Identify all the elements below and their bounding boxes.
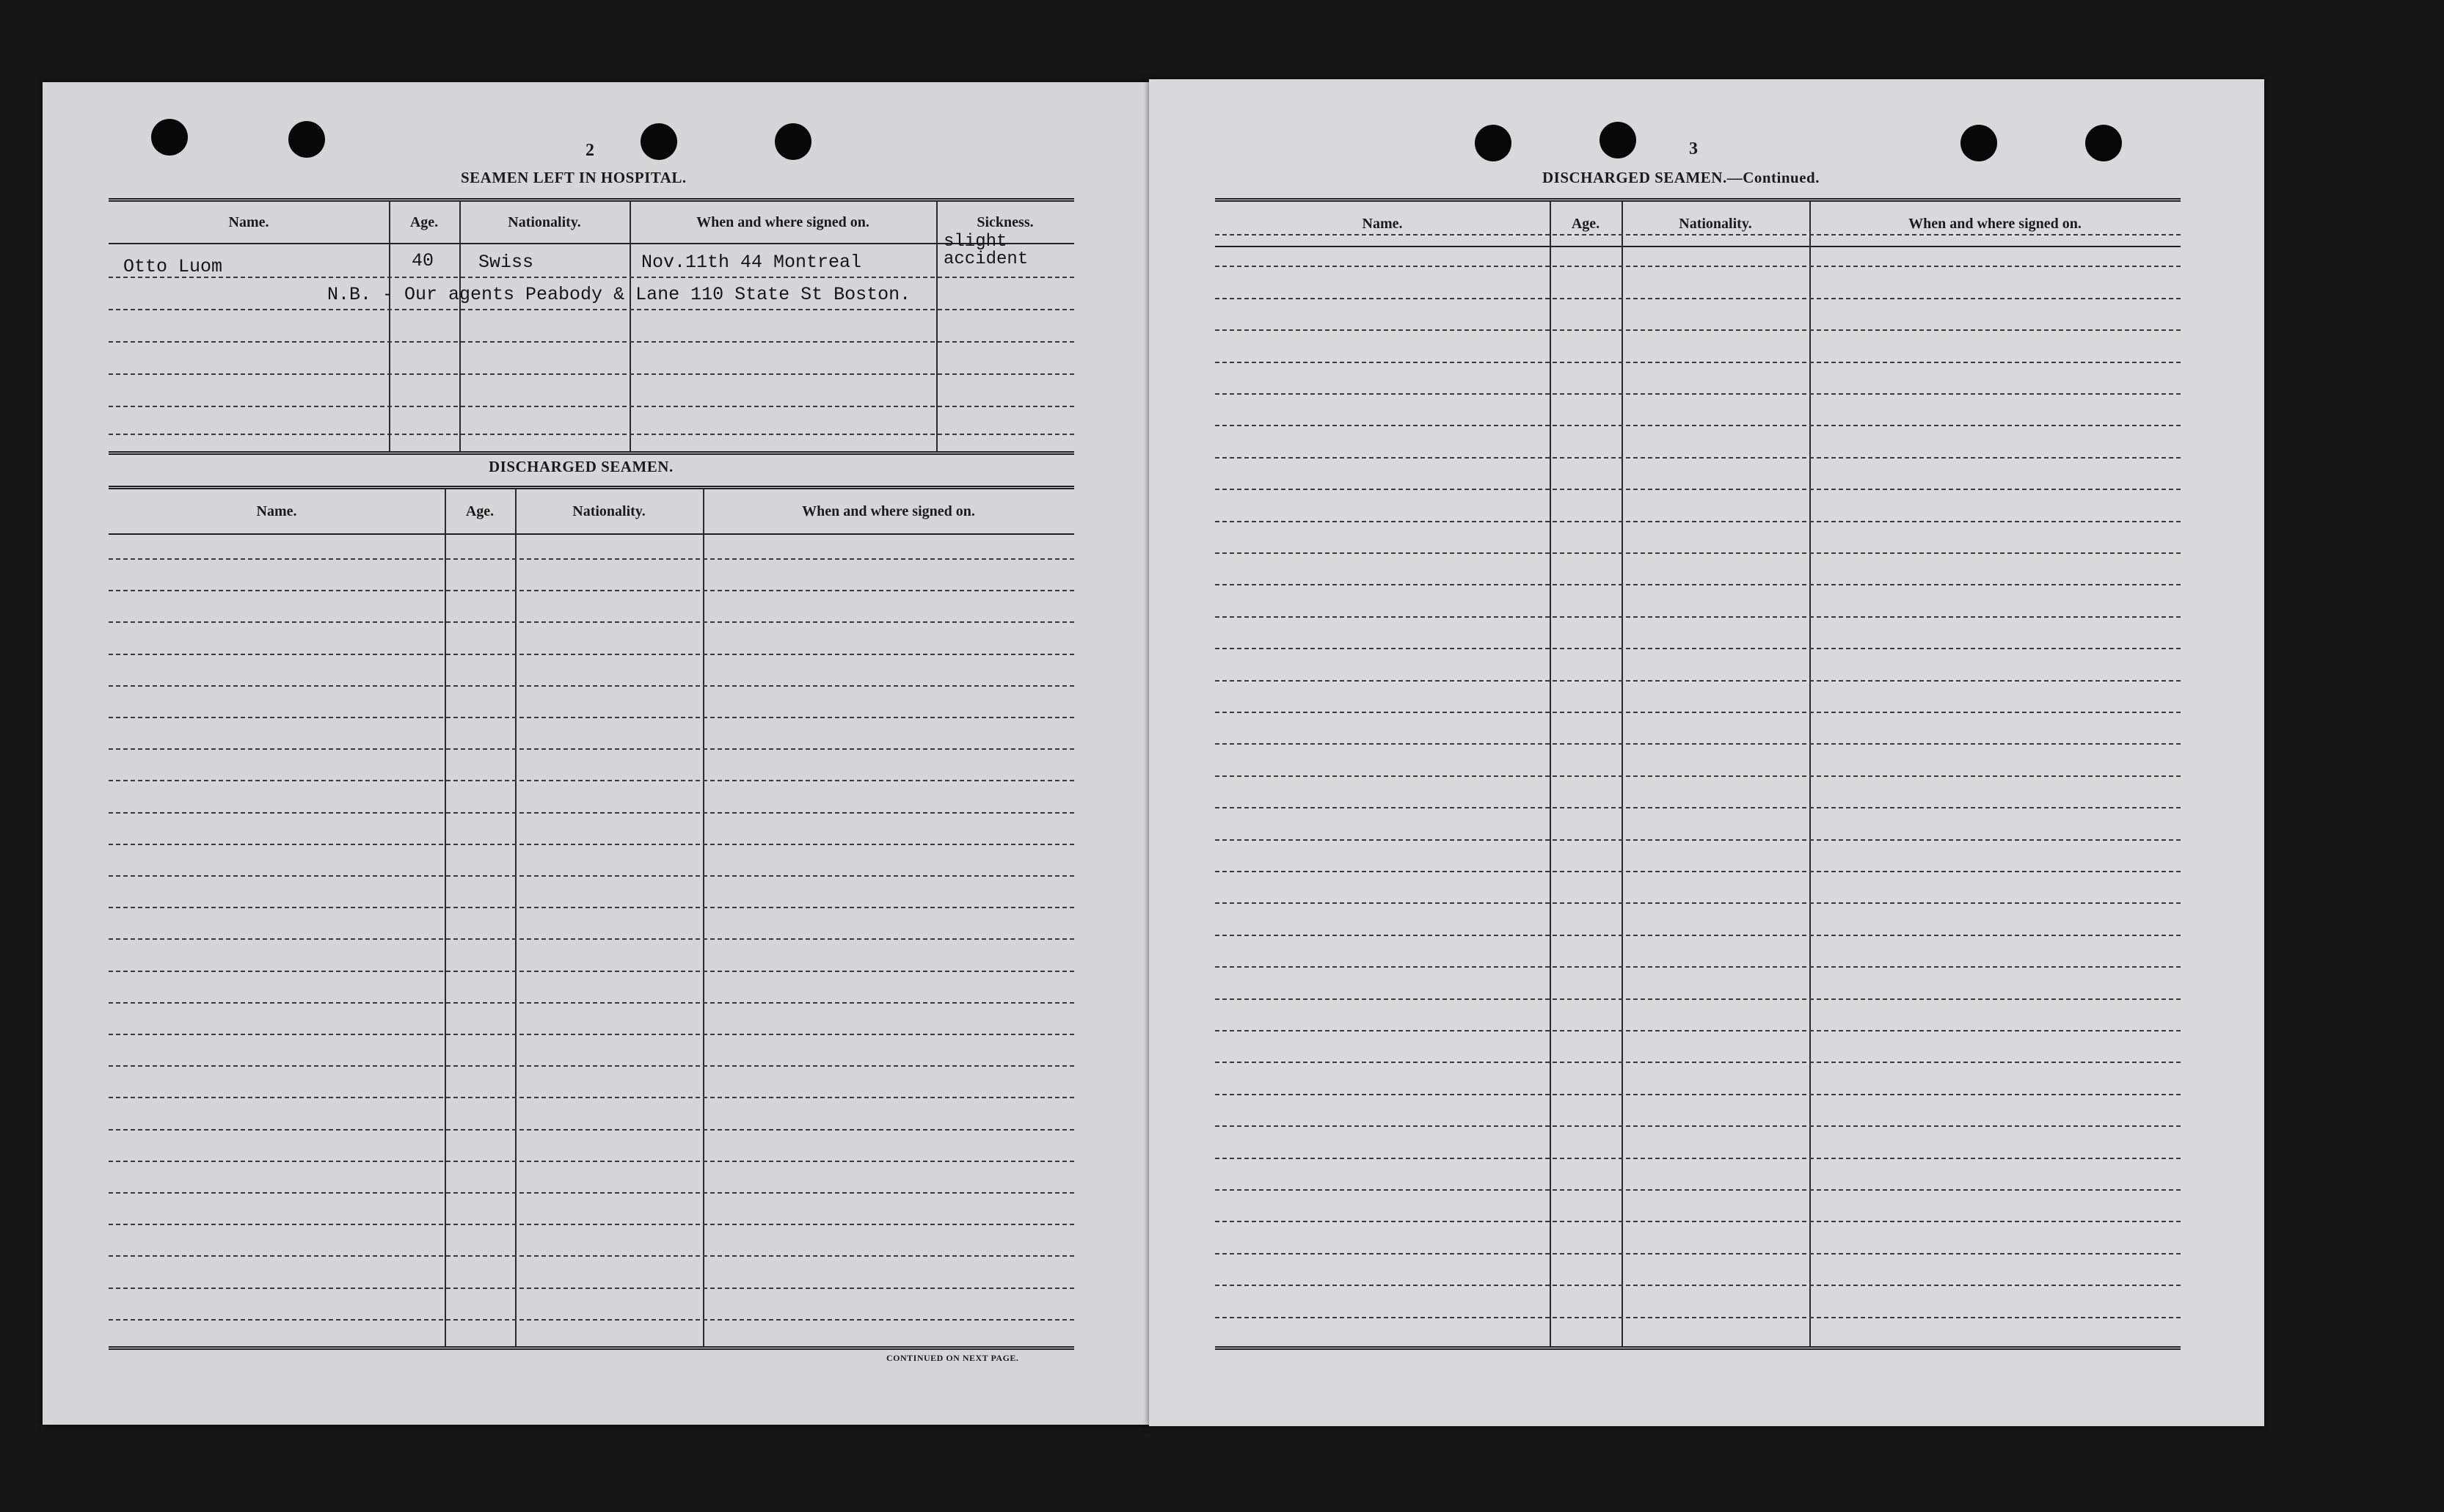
punch-hole-3 bbox=[641, 123, 677, 160]
row-rule bbox=[1215, 521, 2181, 522]
page-number: 3 bbox=[1689, 139, 1698, 158]
row-rule bbox=[109, 748, 1074, 750]
row-rule bbox=[1215, 743, 2181, 745]
column-divider bbox=[445, 489, 446, 1346]
left-page bbox=[43, 82, 1149, 1425]
discharged-section-title: DISCHARGED SEAMEN. bbox=[489, 458, 674, 475]
row-rule bbox=[1215, 425, 2181, 426]
row-rule bbox=[109, 1097, 1074, 1098]
row-rule bbox=[1215, 1094, 2181, 1095]
row-rule bbox=[1215, 871, 2181, 872]
seaman-sickness-line-2: accident bbox=[944, 249, 1029, 269]
continued-note: CONTINUED ON NEXT PAGE. bbox=[886, 1353, 1019, 1363]
column-divider bbox=[459, 202, 461, 451]
column-divider bbox=[630, 202, 631, 451]
column-divider bbox=[936, 202, 938, 451]
row-rule bbox=[109, 907, 1074, 908]
discharged-table-header bbox=[109, 489, 1074, 535]
row-rule bbox=[109, 1065, 1074, 1067]
row-rule bbox=[109, 1034, 1074, 1035]
punch-hole-2 bbox=[1599, 122, 1636, 158]
punch-hole-2 bbox=[288, 121, 325, 158]
row-rule bbox=[109, 590, 1074, 591]
row-rule bbox=[1215, 998, 2181, 1000]
row-rule bbox=[109, 373, 1074, 375]
row-rule bbox=[109, 1161, 1074, 1162]
row-rule bbox=[109, 558, 1074, 560]
seaman-age: 40 bbox=[412, 250, 434, 271]
row-rule bbox=[1215, 1221, 2181, 1222]
row-rule bbox=[109, 309, 1074, 310]
row-rule bbox=[1215, 234, 2181, 235]
col-age-header: Age. bbox=[1571, 215, 1600, 232]
row-rule bbox=[109, 875, 1074, 877]
col-name-header: Name. bbox=[1362, 215, 1403, 232]
discharged-continued-title: DISCHARGED SEAMEN.—Continued. bbox=[1542, 169, 1820, 186]
col-name-header: Name. bbox=[256, 503, 297, 519]
row-rule bbox=[1215, 584, 2181, 585]
seaman-sickness-line-1: slight bbox=[944, 232, 1007, 252]
row-rule bbox=[1215, 1317, 2181, 1318]
seaman-nationality: Swiss bbox=[478, 252, 534, 273]
row-rule bbox=[1215, 393, 2181, 395]
row-rule bbox=[109, 780, 1074, 781]
row-rule bbox=[109, 406, 1074, 407]
row-rule bbox=[109, 1129, 1074, 1131]
punch-hole-3 bbox=[1960, 125, 1997, 161]
row-rule bbox=[1215, 648, 2181, 649]
row-rule bbox=[1215, 329, 2181, 331]
row-rule bbox=[109, 277, 1074, 278]
row-rule bbox=[109, 971, 1074, 972]
row-rule bbox=[1215, 1062, 2181, 1063]
discharged-table-header bbox=[1215, 202, 2181, 247]
row-rule bbox=[109, 938, 1074, 940]
row-rule bbox=[109, 654, 1074, 655]
seaman-signed-on: Nov.11th 44 Montreal bbox=[641, 252, 862, 273]
row-rule bbox=[109, 1192, 1074, 1194]
row-rule bbox=[109, 812, 1074, 814]
col-nationality-header: Nationality. bbox=[1679, 215, 1752, 232]
row-rule bbox=[1215, 1189, 2181, 1191]
seaman-name: Otto Luom bbox=[123, 256, 223, 277]
row-rule bbox=[1215, 552, 2181, 554]
punch-hole-4 bbox=[2085, 125, 2122, 161]
col-sickness-header: Sickness. bbox=[977, 213, 1034, 230]
row-rule bbox=[1215, 1158, 2181, 1159]
col-signed-on-header: When and where signed on. bbox=[696, 213, 869, 230]
punch-hole-1 bbox=[151, 119, 188, 156]
page-number: 2 bbox=[586, 141, 594, 160]
row-rule bbox=[1215, 680, 2181, 682]
column-divider bbox=[1550, 202, 1551, 1346]
discharged-table bbox=[109, 486, 1074, 1350]
row-rule bbox=[1215, 712, 2181, 713]
row-rule bbox=[109, 717, 1074, 718]
row-rule bbox=[1215, 902, 2181, 904]
row-rule bbox=[109, 1288, 1074, 1289]
row-rule bbox=[109, 844, 1074, 845]
col-nationality-header: Nationality. bbox=[572, 503, 646, 519]
row-rule bbox=[1215, 362, 2181, 363]
row-rule bbox=[109, 1002, 1074, 1004]
discharged-table bbox=[1215, 198, 2181, 1350]
row-rule bbox=[1215, 1285, 2181, 1286]
row-rule bbox=[1215, 966, 2181, 968]
row-rule bbox=[1215, 298, 2181, 299]
row-rule bbox=[109, 1255, 1074, 1257]
col-signed-on-header: When and where signed on. bbox=[1908, 215, 2082, 232]
col-nationality-header: Nationality. bbox=[508, 213, 581, 230]
row-rule bbox=[1215, 1253, 2181, 1254]
row-rule bbox=[1215, 839, 2181, 841]
column-divider bbox=[703, 489, 704, 1346]
hospital-section-title: SEAMEN LEFT IN HOSPITAL. bbox=[461, 169, 687, 186]
col-name-header: Name. bbox=[228, 213, 269, 230]
row-rule bbox=[109, 1319, 1074, 1321]
row-rule bbox=[1215, 616, 2181, 618]
row-rule bbox=[109, 621, 1074, 623]
punch-hole-1 bbox=[1475, 125, 1511, 161]
row-rule bbox=[1215, 807, 2181, 808]
row-rule bbox=[109, 685, 1074, 687]
punch-hole-4 bbox=[775, 123, 811, 160]
row-rule bbox=[109, 341, 1074, 343]
right-page bbox=[1149, 79, 2264, 1426]
hospital-table-header bbox=[109, 202, 1074, 244]
col-age-header: Age. bbox=[465, 503, 495, 519]
row-rule bbox=[1215, 935, 2181, 936]
hospital-table bbox=[109, 198, 1074, 455]
col-signed-on-header: When and where signed on. bbox=[802, 503, 975, 519]
col-age-header: Age. bbox=[409, 213, 439, 230]
column-divider bbox=[389, 202, 390, 451]
row-rule bbox=[1215, 1030, 2181, 1031]
row-rule bbox=[1215, 775, 2181, 777]
row-rule bbox=[109, 434, 1074, 435]
column-divider bbox=[515, 489, 517, 1346]
column-divider bbox=[1622, 202, 1623, 1346]
row-rule bbox=[1215, 266, 2181, 267]
column-divider bbox=[1809, 202, 1811, 1346]
agents-note: N.B. - Our agents Peabody & Lane 110 State St Boston. bbox=[327, 284, 911, 305]
row-rule bbox=[1215, 489, 2181, 490]
row-rule bbox=[1215, 1125, 2181, 1127]
row-rule bbox=[1215, 457, 2181, 459]
row-rule bbox=[109, 1224, 1074, 1225]
